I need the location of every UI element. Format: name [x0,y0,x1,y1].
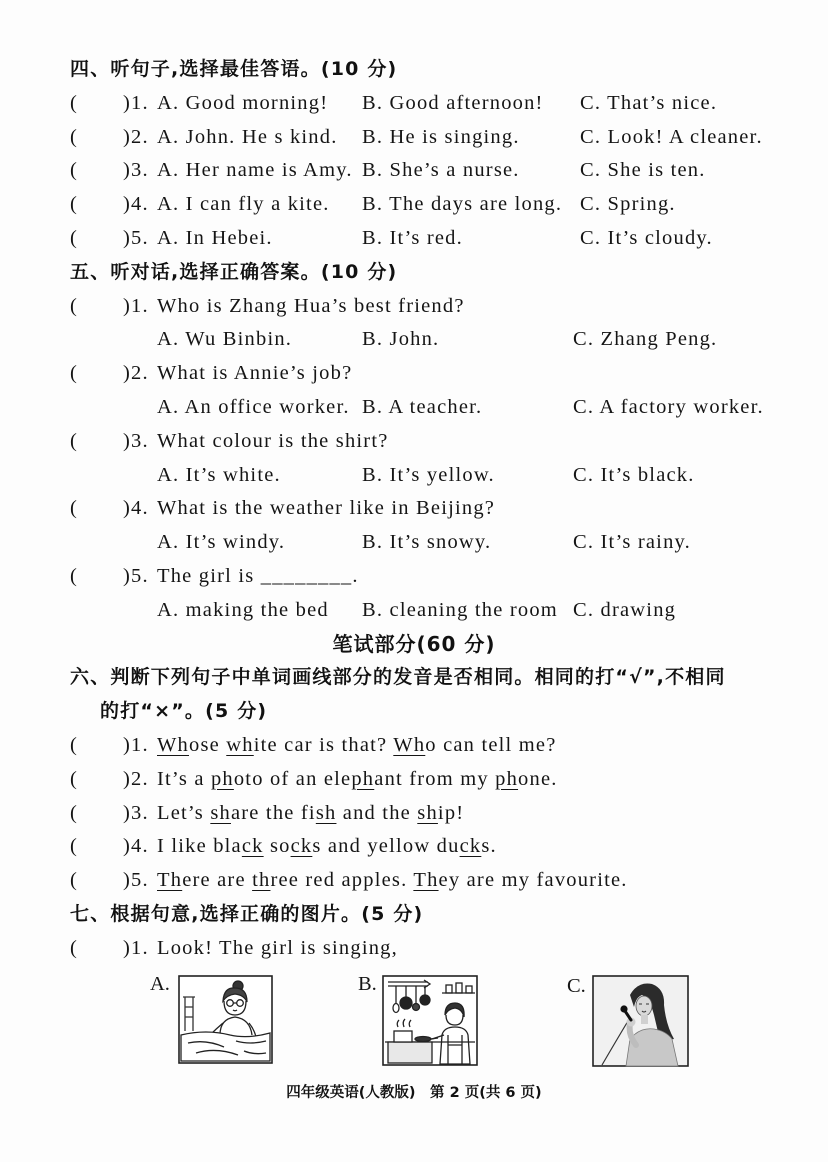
sentence-text [157,729,557,763]
option-c: C. Spring. [580,193,676,216]
option-c: C. That’s nice. [580,91,718,114]
sentence-text [157,797,464,831]
section-5-question-5 [0,560,828,594]
question-text: What is the weather like in Beijing? [157,497,496,520]
option-b: B. It’s red. [362,226,463,249]
option-c: C. It’s rainy. [573,531,691,554]
question-number: 1. [131,91,149,114]
sentence-fragment: oto of an ele [233,767,352,790]
section-6-sentence-5 [0,864,828,898]
answer-bracket-open: ( [70,193,79,216]
answer-bracket-open: ( [70,226,79,249]
sentence-fragment: s and yellow du [312,835,460,858]
underlined-letters: Wh [393,733,426,756]
sentence-fragment: ey are my favourite. [438,869,628,892]
answer-bracket-close: ) [123,835,132,858]
answer-bracket-open: ( [70,733,79,756]
option-a: A. In Hebei. [157,226,273,249]
sentence-text [157,830,497,864]
answer-bracket-close: ) [123,767,132,790]
woman-cooking-picture [382,975,478,1066]
written-part-title: 笔试部分(60 分) [332,631,496,656]
question-number: 5. [131,226,149,249]
section-5-question-2-options [0,391,828,425]
option-c: C. Zhang Peng. [573,328,718,351]
option-a: A. An office worker. [157,395,350,418]
section-5-question-5-options [0,594,828,628]
question-number: 2. [131,125,149,148]
option-c: C. It’s black. [573,463,695,486]
option-b: B. cleaning the room [362,598,558,621]
sentence-fragment: It’s a [157,767,211,790]
sentence-text [157,763,558,797]
sentence-fragment: ip! [437,801,465,824]
sentence-text [157,864,628,898]
sentence-fragment: ree red apples. [270,869,414,892]
answer-bracket-close: ) [123,564,132,587]
sentence-fragment: are the fi [230,801,316,824]
section-4-heading-row [0,53,828,87]
option-c: C. She is ten. [580,159,706,182]
section-6-sentence-3 [0,797,828,831]
option-b: B. A teacher. [362,395,483,418]
answer-bracket-close: ) [123,159,132,182]
option-a: A. Her name is Amy. [157,159,353,182]
question-text: What colour is the shirt? [157,429,389,452]
answer-bracket-open: ( [70,869,79,892]
girl-singing-picture [592,975,689,1067]
underlined-letters: sh [315,801,337,824]
section-5-question-1-options [0,323,828,357]
page-footer: 四年级英语(人教版) 第 2 页(共 6 页) [286,1085,542,1101]
sentence-fragment: o can tell me? [425,733,557,756]
answer-bracket-open: ( [70,125,79,148]
question-number: 2. [131,767,149,790]
answer-bracket-open: ( [70,767,79,790]
sentence-fragment: ite car is that? [253,733,394,756]
option-a: A. making the bed [157,598,329,621]
section-5-question-3 [0,425,828,459]
option-b: B. The days are long. [362,193,563,216]
sentence-fragment: Let’s [157,801,211,824]
section-4-question-5 [0,222,828,256]
answer-bracket-open: ( [70,835,79,858]
option-c: C. It’s cloudy. [580,226,713,249]
underlined-letters: ck [241,835,264,858]
answer-bracket-close: ) [123,733,132,756]
question-text: What is Annie’s job? [157,362,353,385]
answer-bracket-close: ) [123,362,132,385]
section-7-heading: 七、根据句意,选择正确的图片。(5 分) [70,902,424,925]
written-part-title-row [0,628,828,662]
section-5-question-4 [0,492,828,526]
option-a: A. Good morning! [157,91,329,114]
section-6-sentence-2 [0,763,828,797]
question-number: 4. [131,497,149,520]
question-text: Look! The girl is singing, [157,936,398,959]
underlined-letters: sh [210,801,231,824]
answer-bracket-close: ) [123,91,132,114]
question-number: 1. [131,294,149,317]
section-4-question-1 [0,87,828,121]
answer-bracket-close: ) [123,193,132,216]
question-number: 3. [131,159,149,182]
picture-choice-b-label: B. [358,973,377,995]
question-number: 3. [131,801,149,824]
exam-content [0,53,828,966]
underlined-letters: wh [226,733,254,756]
section-6-heading-line-2: 的打“×”。(5 分) [100,700,268,723]
underlined-letters: sh [417,801,438,824]
option-a: A. It’s white. [157,463,281,486]
underlined-letters: th [252,869,271,892]
option-b: B. It’s snowy. [362,531,492,554]
question-text: The girl is ________. [157,564,359,587]
answer-bracket-close: ) [123,936,132,959]
sentence-fragment: ant from my [374,767,496,790]
option-c: C. A factory worker. [573,395,764,418]
option-b: B. It’s yellow. [362,463,495,486]
question-number: 4. [131,835,149,858]
girl-making-bed-picture [178,975,273,1064]
sentence-fragment: ose [189,733,227,756]
answer-bracket-open: ( [70,91,79,114]
section-4-question-2 [0,121,828,155]
answer-bracket-open: ( [70,159,79,182]
question-number: 3. [131,429,149,452]
picture-choice-a-label: A. [150,973,170,995]
section-5-question-4-options [0,526,828,560]
underlined-letters: Wh [157,733,189,756]
question-text: Who is Zhang Hua’s best friend? [157,294,465,317]
section-7-question-1 [0,932,828,966]
question-number: 1. [131,733,149,756]
bed-sheet [181,1032,270,1061]
section-5-heading: 五、听对话,选择正确答案。(10 分) [70,260,398,283]
section-7-heading-row [0,898,828,932]
answer-bracket-open: ( [70,564,79,587]
question-number: 5. [131,564,149,587]
option-a: A. It’s windy. [157,531,286,554]
answer-bracket-close: ) [123,801,132,824]
sentence-fragment: and the [336,801,418,824]
section-4-question-3 [0,154,828,188]
section-6-heading-row-1 [0,661,828,695]
question-number: 4. [131,193,149,216]
section-6-heading-row-2 [0,695,828,729]
option-b: B. Good afternoon! [362,91,544,114]
question-number: 1. [131,936,149,959]
answer-bracket-open: ( [70,362,79,385]
answer-bracket-open: ( [70,801,79,824]
sentence-fragment: ere are [182,869,253,892]
option-b: B. She’s a nurse. [362,159,520,182]
section-6-sentence-1 [0,729,828,763]
section-5-question-1 [0,290,828,324]
underlined-letters: ph [495,767,519,790]
answer-bracket-open: ( [70,294,79,317]
section-5-heading-row [0,256,828,290]
option-c: C. Look! A cleaner. [580,125,763,148]
underlined-letters: ck [459,835,482,858]
question-number: 2. [131,362,149,385]
section-4-question-4 [0,188,828,222]
underlined-letters: ck [290,835,313,858]
underlined-letters: Th [413,869,439,892]
answer-bracket-close: ) [123,869,132,892]
sentence-fragment: I like bla [157,835,242,858]
section-6-sentence-4 [0,830,828,864]
underlined-letters: ph [210,767,234,790]
option-c: C. drawing [573,598,677,621]
section-6-heading-line-1: 六、判断下列句子中单词画线部分的发音是否相同。相同的打“√”,不相同 [70,666,726,689]
option-b: B. He is singing. [362,125,520,148]
underlined-letters: ph [351,767,375,790]
section-4-heading: 四、听句子,选择最佳答语。(10 分) [70,58,398,80]
underlined-letters: Th [157,869,183,892]
answer-bracket-close: ) [123,294,132,317]
answer-bracket-close: ) [123,497,132,520]
sentence-fragment: s. [481,835,497,858]
option-a: A. Wu Binbin. [157,328,293,351]
question-number: 5. [131,869,149,892]
answer-bracket-open: ( [70,429,79,452]
sentence-fragment: one. [518,767,558,790]
answer-bracket-close: ) [123,125,132,148]
option-a: A. John. He s kind. [157,125,338,148]
picture-choice-c-label: C. [567,975,586,997]
option-b: B. John. [362,328,440,351]
section-5-question-2 [0,357,828,391]
answer-bracket-close: ) [123,226,132,249]
answer-bracket-open: ( [70,497,79,520]
answer-bracket-open: ( [70,936,79,959]
section-5-question-3-options [0,459,828,493]
answer-bracket-close: ) [123,429,132,452]
option-a: A. I can fly a kite. [157,193,330,216]
sentence-fragment: so [263,835,291,858]
